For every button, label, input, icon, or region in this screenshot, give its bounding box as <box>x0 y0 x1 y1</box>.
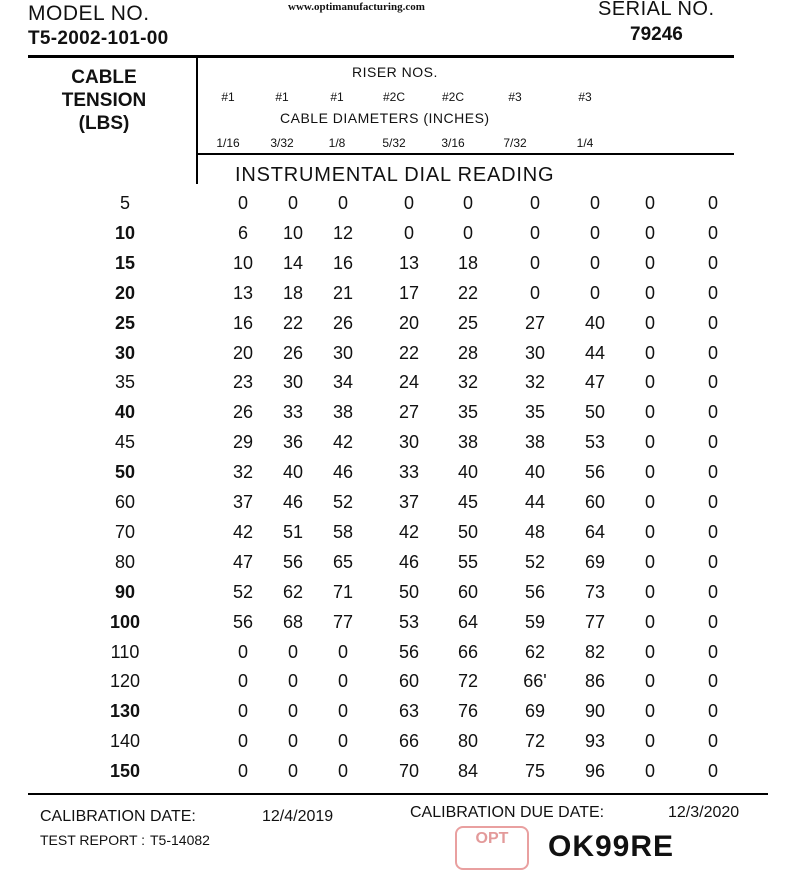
dial-reading-cell: 0 <box>287 641 298 662</box>
table-bottom-divider <box>28 793 768 795</box>
cable-tension-header-line: (LBS) <box>78 113 130 134</box>
dial-reading-cell: 22 <box>282 312 304 333</box>
dial-reading-cell: 10 <box>232 252 254 273</box>
dial-reading-cell: 0 <box>403 222 414 243</box>
dial-reading-cell: 0 <box>462 222 473 243</box>
dial-reading-cell: 0 <box>644 282 655 303</box>
dial-reading-cell: 0 <box>589 282 600 303</box>
cable-tension-value: 150 <box>109 761 141 782</box>
dial-reading-cell: 0 <box>589 193 600 213</box>
dial-reading-cell: 0 <box>707 641 718 662</box>
model-number-label: MODEL NO. <box>28 2 150 25</box>
dial-reading-cell: 58 <box>332 521 354 542</box>
dial-reading-cell: 44 <box>524 492 546 512</box>
riser-numbers-title: RISER NOS. <box>352 64 438 80</box>
cable-tension-header-line: TENSION <box>61 90 147 111</box>
dial-reading-cell: 0 <box>337 671 348 692</box>
dial-reading-cell: 0 <box>707 521 718 542</box>
dial-reading-cell: 62 <box>282 581 304 602</box>
dial-reading-cell: 42 <box>232 521 254 542</box>
dial-reading-cell: 50 <box>584 402 606 423</box>
dial-reading-cell: 26 <box>232 402 254 423</box>
dial-reading-cell: 6 <box>237 222 248 243</box>
dial-reading-cell: 0 <box>287 193 298 213</box>
dial-reading-cell: 30 <box>282 372 304 393</box>
dial-reading-cell: 0 <box>707 312 718 333</box>
dial-reading-cell: 53 <box>398 611 420 632</box>
dial-reading-cell: 0 <box>707 462 718 483</box>
dial-reading-cell: 52 <box>232 581 254 602</box>
dial-reading-cell: 38 <box>332 402 354 423</box>
dial-reading-cell: 0 <box>529 193 540 213</box>
cable-tension-value: 10 <box>114 222 136 243</box>
header-bottom-divider <box>196 153 734 155</box>
dial-reading-cell: 16 <box>232 312 254 333</box>
cable-tension-value: 70 <box>114 521 136 542</box>
dial-reading-cell: 77 <box>584 611 606 632</box>
dial-reading-cell: 96 <box>584 761 606 782</box>
dial-reading-cell: 30 <box>332 342 354 363</box>
dial-reading-cell: 32 <box>524 372 546 393</box>
dial-reading-cell: 69 <box>584 551 606 572</box>
cable-tension-value: 130 <box>109 701 141 722</box>
dial-reading-cell: 32 <box>232 462 254 483</box>
dial-reading-cell: 52 <box>524 551 546 572</box>
dial-reading-cell: 0 <box>707 372 718 393</box>
cable-tension-value: 80 <box>114 551 136 572</box>
dial-reading-cell: 0 <box>707 671 718 692</box>
dial-reading-cell: 37 <box>398 492 420 512</box>
dial-reading-cell: 0 <box>707 731 718 752</box>
dial-reading-cell: 48 <box>524 521 546 542</box>
dial-reading-cell: 0 <box>403 193 414 213</box>
cable-tension-header-line: CABLE <box>71 67 137 88</box>
dial-reading-cell: 0 <box>644 761 655 782</box>
dial-reading-cell: 0 <box>644 312 655 333</box>
dial-reading-cell: 0 <box>707 252 718 273</box>
dial-reading-cell: 76 <box>457 701 479 722</box>
instrumental-dial-reading-title: INSTRUMENTAL DIAL READING <box>235 164 555 186</box>
dial-reading-cell: 26 <box>282 342 304 363</box>
dial-reading-cell: 55 <box>457 551 479 572</box>
top-divider <box>28 55 734 58</box>
dial-reading-cell: 0 <box>644 581 655 602</box>
dial-reading-cell: 28 <box>457 342 479 363</box>
dial-reading-cell: 50 <box>457 521 479 542</box>
dial-reading-cell: 80 <box>457 731 479 752</box>
dial-reading-cell: 70 <box>398 761 420 782</box>
dial-reading-cell: 0 <box>644 731 655 752</box>
riser-number: #2C <box>382 90 405 104</box>
dial-reading-cell: 46 <box>282 492 304 512</box>
dial-reading-cell: 42 <box>332 432 354 453</box>
dial-reading-cell: 56 <box>282 551 304 572</box>
dial-reading-cell: 16 <box>332 252 354 273</box>
dial-reading-cell: 36 <box>282 432 304 453</box>
dial-reading-cell: 27 <box>524 312 546 333</box>
dial-reading-cell: 0 <box>287 671 298 692</box>
dial-reading-cell: 0 <box>707 282 718 303</box>
dial-reading-cell: 0 <box>707 342 718 363</box>
dial-reading-cell: 0 <box>707 222 718 243</box>
cable-diameter: 1/4 <box>576 136 594 150</box>
dial-reading-cell: 0 <box>237 671 248 692</box>
cable-tension-value: 40 <box>114 402 136 423</box>
riser-number: #1 <box>330 90 344 104</box>
dial-reading-cell: 51 <box>282 521 304 542</box>
test-report-label: TEST REPORT : <box>40 832 146 848</box>
cable-tension-value: 15 <box>114 252 136 273</box>
dial-reading-cell: 0 <box>529 282 540 303</box>
test-report-value: T5-14082 <box>150 832 210 848</box>
dial-reading-cell: 0 <box>287 701 298 722</box>
dial-reading-cell: 38 <box>524 432 546 453</box>
dial-reading-cell: 72 <box>524 731 546 752</box>
dial-reading-cell: 75 <box>524 761 546 782</box>
cable-diameter: 3/32 <box>270 136 294 150</box>
dial-reading-cell: 10 <box>282 222 304 243</box>
calibration-date-label: CALIBRATION DATE: <box>40 808 196 825</box>
dial-reading-cell: 38 <box>457 432 479 453</box>
dial-reading-cell: 0 <box>337 761 348 782</box>
dial-reading-cell: 60 <box>584 492 606 512</box>
dial-reading-cell: 33 <box>398 462 420 483</box>
dial-reading-cell: 52 <box>332 492 354 512</box>
dial-reading-cell: 0 <box>707 432 718 453</box>
cable-tension-value: 25 <box>114 312 136 333</box>
dial-reading-cell: 65 <box>332 551 354 572</box>
dial-reading-cell: 0 <box>707 193 718 213</box>
calibration-due-date-value: 12/3/2020 <box>668 804 740 821</box>
cable-tension-value: 20 <box>114 282 136 303</box>
cable-diameter: 7/32 <box>503 136 527 150</box>
model-number-value: T5-2002-101-00 <box>28 28 169 49</box>
dial-reading-cell: 0 <box>644 222 655 243</box>
dial-reading-cell: 90 <box>584 701 606 722</box>
dial-reading-cell: 0 <box>644 611 655 632</box>
cable-tension-value: 35 <box>114 372 136 393</box>
cable-tension-value: 120 <box>109 671 141 692</box>
dial-reading-cell: 0 <box>529 222 540 243</box>
dial-reading-cell: 0 <box>589 222 600 243</box>
dial-reading-cell: 22 <box>398 342 420 363</box>
dial-reading-cell: 24 <box>398 372 420 393</box>
dial-reading-cell: 56 <box>584 462 606 483</box>
dial-reading-cell: 0 <box>287 731 298 752</box>
dial-reading-cell: 44 <box>584 342 606 363</box>
cable-tension-header <box>44 66 164 135</box>
dial-reading-cell: 64 <box>457 611 479 632</box>
dial-reading-cell: 46 <box>398 551 420 572</box>
dial-reading-cell: 47 <box>584 372 606 393</box>
cable-tension-value: 45 <box>114 432 136 453</box>
dial-reading-cell: 53 <box>584 432 606 453</box>
dial-reading-cell: 0 <box>644 521 655 542</box>
cable-diameter: 3/16 <box>441 136 465 150</box>
riser-number: #3 <box>508 90 522 104</box>
cable-diameters-title: CABLE DIAMETERS (INCHES) <box>280 110 490 126</box>
dial-reading-cell: 0 <box>237 761 248 782</box>
dial-reading-cell: 0 <box>707 402 718 423</box>
dial-reading-cell: 30 <box>398 432 420 453</box>
dial-reading-cell: 0 <box>237 193 248 213</box>
dial-reading-cell: 56 <box>232 611 254 632</box>
calibration-due-date-label: CALIBRATION DUE DATE: <box>410 804 605 821</box>
dial-reading-cell: 17 <box>398 282 420 303</box>
dial-reading-cell: 14 <box>282 252 304 273</box>
calibration-date-value: 12/4/2019 <box>262 808 334 825</box>
dial-reading-cell: 0 <box>644 252 655 273</box>
dial-reading-cell: 50 <box>398 581 420 602</box>
dial-reading-cell: 0 <box>644 402 655 423</box>
cable-tension-value: 60 <box>114 492 136 512</box>
dial-reading-cell: 0 <box>707 581 718 602</box>
inspection-stamp: OPT <box>455 826 529 870</box>
dial-reading-cell: 62 <box>524 641 546 662</box>
dial-reading-cell: 0 <box>337 193 348 213</box>
dial-reading-cell: 0 <box>644 641 655 662</box>
dial-reading-cell: 0 <box>644 492 655 512</box>
dial-reading-cell: 0 <box>707 551 718 572</box>
dial-reading-cell: 0 <box>337 731 348 752</box>
dial-reading-cell: 59 <box>524 611 546 632</box>
dial-reading-cell: 13 <box>232 282 254 303</box>
serial-number-value: 79246 <box>630 24 683 45</box>
dial-reading-cell: 40 <box>524 462 546 483</box>
dial-reading-cell: 0 <box>707 492 718 512</box>
dial-reading-cell: 0 <box>644 671 655 692</box>
dial-reading-cell: 66 <box>398 731 420 752</box>
dial-reading-cell: 37 <box>232 492 254 512</box>
cable-tension-value: 50 <box>114 462 136 483</box>
cable-tension-value: 140 <box>109 731 141 752</box>
cable-diameter: 5/32 <box>382 136 406 150</box>
dial-reading-cell: 40 <box>457 462 479 483</box>
dial-reading-cell: 69 <box>524 701 546 722</box>
dial-reading-cell: 60 <box>457 581 479 602</box>
dial-reading-cell: 0 <box>644 342 655 363</box>
dial-reading-cell: 25 <box>457 312 479 333</box>
dial-reading-cell: 35 <box>457 402 479 423</box>
dial-reading-cell: 22 <box>457 282 479 303</box>
dial-reading-cell: 13 <box>398 252 420 273</box>
riser-number: #3 <box>578 90 592 104</box>
dial-reading-cell: 60 <box>398 671 420 692</box>
dial-reading-cell: 23 <box>232 372 254 393</box>
cable-tension-value: 5 <box>119 193 130 213</box>
dial-reading-cell: 0 <box>589 252 600 273</box>
dial-reading-cell: 0 <box>337 701 348 722</box>
dial-reading-cell: 56 <box>398 641 420 662</box>
dial-reading-cell: 56 <box>524 581 546 602</box>
dial-reading-cell: 20 <box>232 342 254 363</box>
dial-reading-cell: 33 <box>282 402 304 423</box>
dial-reading-cell: 73 <box>584 581 606 602</box>
dial-reading-cell: 0 <box>707 611 718 632</box>
riser-number: #2C <box>441 90 464 104</box>
dial-reading-cell: 0 <box>287 761 298 782</box>
dial-reading-cell: 42 <box>398 521 420 542</box>
dial-reading-cell: 40 <box>282 462 304 483</box>
dial-reading-cell: 0 <box>462 193 473 213</box>
dial-reading-cell: 46 <box>332 462 354 483</box>
dial-reading-cell: 29 <box>232 432 254 453</box>
website-url: www.optimanufacturing.com <box>288 1 425 13</box>
dial-reading-cell: 27 <box>398 402 420 423</box>
dial-reading-cell: 32 <box>457 372 479 393</box>
dial-reading-cell: 68 <box>282 611 304 632</box>
serial-number-label: SERIAL NO. <box>598 0 715 20</box>
dial-reading-cell: 20 <box>398 312 420 333</box>
riser-number: #1 <box>275 90 289 104</box>
dial-reading-cell: 18 <box>457 252 479 273</box>
dial-reading-cell: 63 <box>398 701 420 722</box>
dial-reading-cell: 34 <box>332 372 354 393</box>
dial-reading-cell: 0 <box>644 462 655 483</box>
dial-reading-cell: 0 <box>644 372 655 393</box>
dial-reading-cell: 45 <box>457 492 479 512</box>
dial-reading-cell: 71 <box>332 581 354 602</box>
dial-reading-cell: 66' <box>523 671 547 692</box>
dial-reading-cell: 0 <box>644 701 655 722</box>
dial-reading-cell: 72 <box>457 671 479 692</box>
dial-reading-cell: 64 <box>584 521 606 542</box>
dial-reading-cell: 21 <box>332 282 354 303</box>
dial-reading-cell: 84 <box>457 761 479 782</box>
dial-reading-cell: 0 <box>707 761 718 782</box>
dial-reading-cell: 0 <box>237 701 248 722</box>
dial-reading-cell: 18 <box>282 282 304 303</box>
dial-reading-cell: 0 <box>237 731 248 752</box>
dial-reading-cell: 0 <box>644 432 655 453</box>
dial-reading-cell: 40 <box>584 312 606 333</box>
dial-reading-cell: 0 <box>644 551 655 572</box>
riser-number: #1 <box>221 90 235 104</box>
cable-diameter: 1/16 <box>216 136 240 150</box>
dial-reading-cell: 26 <box>332 312 354 333</box>
dial-reading-cell: 0 <box>644 193 655 213</box>
dial-reading-cell: 47 <box>232 551 254 572</box>
dial-reading-cell: 0 <box>337 641 348 662</box>
dial-reading-cell: 35 <box>524 402 546 423</box>
dial-reading-cell: 66 <box>457 641 479 662</box>
cable-tension-value: 100 <box>109 611 141 632</box>
stamp-code: OK99RE <box>548 830 675 863</box>
cable-tension-value: 110 <box>110 641 140 662</box>
dial-reading-cell: 77 <box>332 611 354 632</box>
dial-reading-cell: 82 <box>584 641 606 662</box>
dial-reading-cell: 0 <box>237 641 248 662</box>
dial-reading-cell: 0 <box>707 701 718 722</box>
dial-reading-cell: 30 <box>524 342 546 363</box>
dial-reading-cell: 12 <box>332 222 354 243</box>
cable-diameter: 1/8 <box>328 136 346 150</box>
header-column-divider <box>196 56 198 184</box>
dial-reading-cell: 93 <box>584 731 606 752</box>
dial-reading-cell: 0 <box>529 252 540 273</box>
dial-reading-cell: 86 <box>584 671 606 692</box>
cable-tension-value: 90 <box>114 581 136 602</box>
cable-tension-value: 30 <box>114 342 136 363</box>
